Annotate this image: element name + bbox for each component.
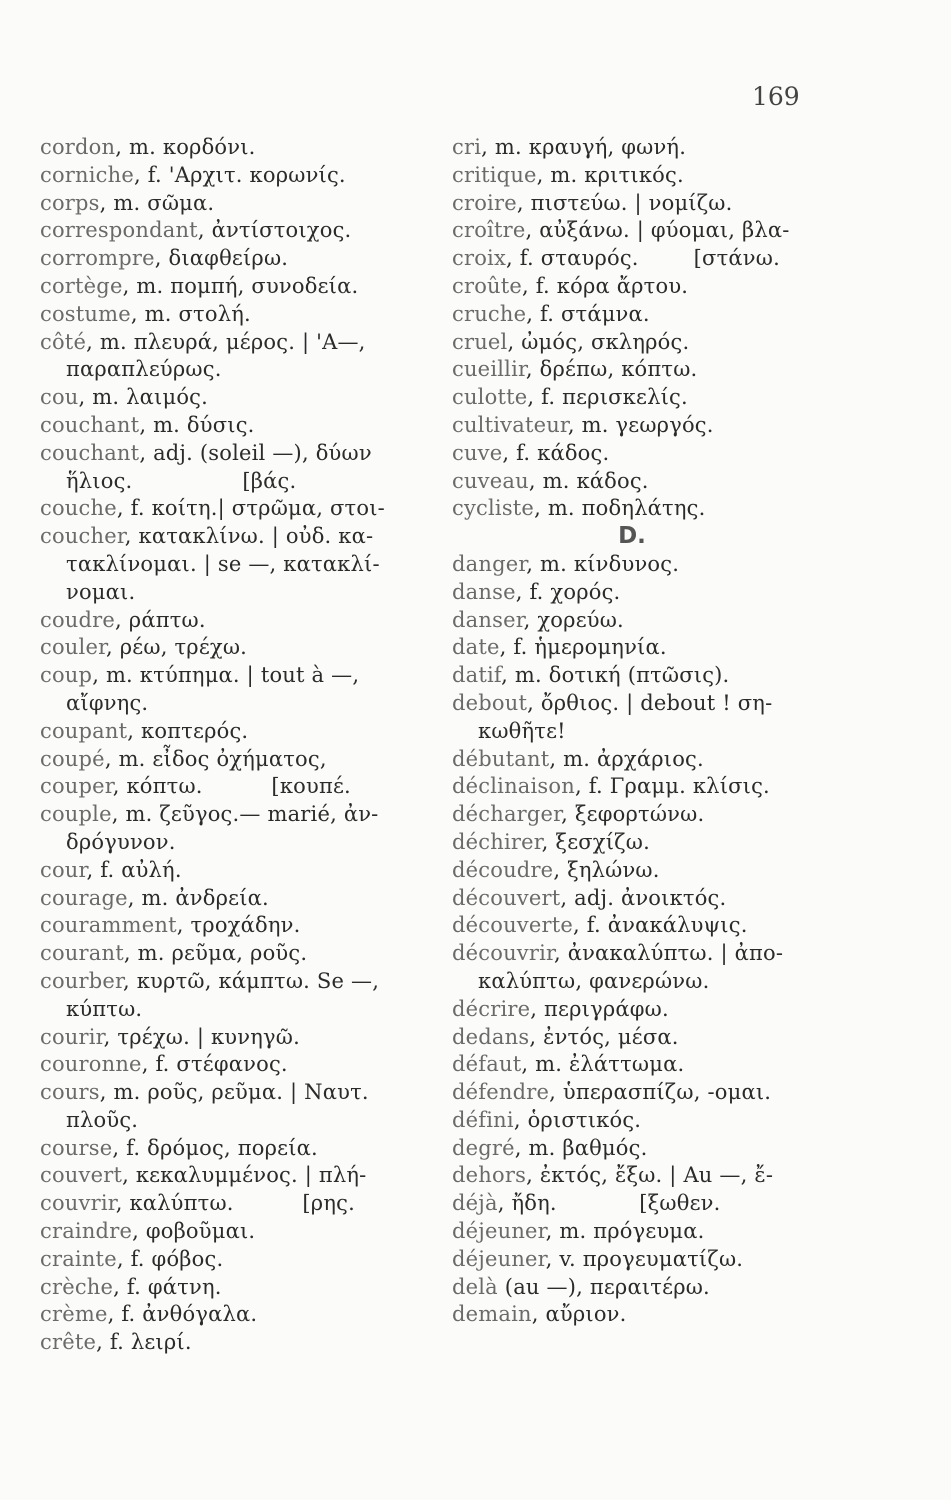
dictionary-entry bbox=[40, 885, 440, 913]
dictionary-entry bbox=[40, 1024, 440, 1052]
translation: , κόπτω. [κουπέ. bbox=[112, 774, 351, 799]
headword: coupant bbox=[40, 718, 128, 743]
headword: couple bbox=[40, 802, 112, 827]
dictionary-entry bbox=[452, 690, 832, 718]
headword: cueillir bbox=[452, 357, 526, 382]
headword: delà bbox=[452, 1274, 498, 1299]
headword: décrire bbox=[452, 996, 531, 1021]
headword: dehors bbox=[452, 1163, 527, 1188]
translation: δρόγυνον. bbox=[66, 829, 176, 854]
dictionary-entry bbox=[452, 440, 832, 468]
dictionary-entry bbox=[40, 551, 440, 579]
dictionary-entry bbox=[452, 1107, 832, 1135]
dictionary-entry bbox=[452, 996, 832, 1024]
translation: , ὠμός, σκληρός. bbox=[507, 329, 690, 354]
headword: déjà bbox=[452, 1191, 498, 1216]
translation: , ξεσχίζω. bbox=[541, 829, 650, 854]
translation: καλύπτω, φανερώνω. bbox=[478, 968, 710, 993]
dictionary-entry bbox=[452, 273, 832, 301]
dictionary-entry bbox=[40, 801, 440, 829]
dictionary-entry bbox=[40, 662, 440, 690]
dictionary-entry bbox=[40, 1079, 440, 1107]
headword: découvert bbox=[452, 885, 561, 910]
headword: courant bbox=[40, 941, 124, 966]
dictionary-entry bbox=[40, 968, 440, 996]
translation: , f. περισκελίς. bbox=[527, 385, 688, 410]
headword: découdre bbox=[452, 857, 554, 882]
dictionary-entry bbox=[452, 662, 832, 690]
dictionary-entry bbox=[40, 718, 440, 746]
translation: , τρέχω. | κυνηγῶ. bbox=[103, 1024, 300, 1049]
headword: crèche bbox=[40, 1274, 114, 1299]
headword: courage bbox=[40, 885, 128, 910]
headword: critique bbox=[452, 162, 537, 187]
translation: , ξεφορτώνω. bbox=[561, 802, 705, 827]
headword: cuveau bbox=[452, 468, 529, 493]
headword: couvert bbox=[40, 1163, 123, 1188]
translation: , f. στέφανος. bbox=[141, 1052, 288, 1077]
headword: coupé bbox=[40, 746, 105, 771]
dictionary-entry bbox=[40, 468, 440, 496]
translation: , χορεύω. bbox=[523, 607, 624, 632]
translation: , m. κορδόνι. bbox=[115, 135, 256, 159]
dictionary-entry bbox=[40, 273, 440, 301]
translation: , καλύπτω. [ρης. bbox=[115, 1191, 355, 1216]
translation: , ὄρθιος. | debout ! ση- bbox=[527, 690, 773, 715]
headword: couchant bbox=[40, 440, 140, 465]
dictionary-entry bbox=[40, 356, 440, 384]
headword: défini bbox=[452, 1107, 514, 1132]
headword: crème bbox=[40, 1302, 108, 1327]
translation: , ὁριστικός. bbox=[513, 1107, 642, 1132]
translation: , ὑπερασπίζω, -ομαι. bbox=[549, 1080, 772, 1105]
dictionary-entry bbox=[452, 551, 832, 579]
translation: , ρέω, τρέχω. bbox=[106, 635, 248, 660]
translation: (au —), περαιτέρω. bbox=[497, 1274, 710, 1299]
dictionary-entry bbox=[452, 968, 832, 996]
headword: croire bbox=[452, 190, 517, 215]
dictionary-entry bbox=[452, 718, 832, 746]
headword: course bbox=[40, 1135, 113, 1160]
translation: , m. κίνδυνος. bbox=[526, 551, 680, 576]
headword: couper bbox=[40, 774, 113, 799]
dictionary-entry bbox=[452, 940, 832, 968]
dictionary-entry bbox=[452, 301, 832, 329]
right-column bbox=[452, 134, 832, 1329]
translation: , v. προγευματίζω. bbox=[545, 1246, 744, 1271]
dictionary-entry bbox=[40, 857, 440, 885]
headword: courber bbox=[40, 968, 123, 993]
dictionary-entry bbox=[40, 1107, 440, 1135]
headword: cri bbox=[452, 135, 482, 159]
dictionary-entry bbox=[40, 162, 440, 190]
headword: cultivateur bbox=[452, 412, 568, 437]
translation: , κυρτῶ, κάμπτω. Se —, bbox=[122, 968, 380, 993]
translation: , ἐντός, μέσα. bbox=[529, 1024, 679, 1049]
headword: corniche bbox=[40, 162, 134, 187]
dictionary-entry bbox=[452, 857, 832, 885]
dictionary-entry bbox=[40, 1274, 440, 1302]
dictionary-entry bbox=[452, 495, 832, 523]
translation: , m. δύσις. bbox=[139, 412, 255, 437]
headword: corrompre bbox=[40, 246, 155, 271]
headword: corps bbox=[40, 190, 100, 215]
translation: αἴφνης. bbox=[66, 690, 149, 715]
translation: , m. βαθμός. bbox=[514, 1135, 648, 1160]
translation: , f. σταυρός. [στάνω. bbox=[506, 246, 780, 271]
translation: , f. Γραμμ. κλίσις. bbox=[574, 774, 770, 799]
headword: couvrir bbox=[40, 1191, 116, 1216]
translation: , περιγράφω. bbox=[530, 996, 669, 1021]
translation: , m. ποδηλάτης. bbox=[534, 496, 706, 521]
dictionary-entry bbox=[452, 468, 832, 496]
dictionary-entry bbox=[40, 1329, 440, 1357]
dictionary-entry bbox=[452, 885, 832, 913]
headword: debout bbox=[452, 690, 528, 715]
dictionary-entry bbox=[40, 773, 440, 801]
translation: , κεκαλυμμένος. | πλή- bbox=[122, 1163, 367, 1188]
headword: cour bbox=[40, 857, 87, 882]
dictionary-entry bbox=[40, 634, 440, 662]
dictionary-entry bbox=[40, 1135, 440, 1163]
headword: débutant bbox=[452, 746, 550, 771]
translation: πλοῦς. bbox=[66, 1107, 139, 1132]
dictionary-entry bbox=[452, 801, 832, 829]
headword: danser bbox=[452, 607, 524, 632]
headword: cruche bbox=[452, 301, 527, 326]
translation: , f. ἀνθόγαλα. bbox=[107, 1302, 258, 1327]
translation: , m. πλευρά, μέρος. | 'Α—, bbox=[86, 329, 366, 354]
translation: νομαι. bbox=[66, 579, 136, 604]
dictionary-entry bbox=[40, 1051, 440, 1079]
translation: , φοβοῦμαι. bbox=[132, 1219, 256, 1244]
translation: , m. ἀρχάριος. bbox=[549, 746, 704, 771]
headword: couronne bbox=[40, 1052, 142, 1077]
headword: datif bbox=[452, 663, 502, 688]
translation: , ξηλώνω. bbox=[553, 857, 660, 882]
dictionary-entry bbox=[40, 607, 440, 635]
dictionary-entry bbox=[40, 523, 440, 551]
headword: coup bbox=[40, 663, 93, 688]
translation: , ἀνακαλύπτω. | ἀπο- bbox=[553, 941, 784, 966]
headword: couler bbox=[40, 635, 107, 660]
dictionary-entry bbox=[452, 412, 832, 440]
dictionary-entry bbox=[40, 329, 440, 357]
dictionary-entry bbox=[452, 634, 832, 662]
translation: , m. ἐλάττωμα. bbox=[521, 1052, 685, 1077]
headword: côté bbox=[40, 329, 87, 354]
headword: danger bbox=[452, 551, 527, 576]
headword: cordon bbox=[40, 135, 116, 159]
headword: cortège bbox=[40, 273, 123, 298]
dictionary-entry bbox=[40, 190, 440, 218]
dictionary-entry bbox=[40, 829, 440, 857]
dictionary-entry bbox=[452, 1246, 832, 1274]
dictionary-entry bbox=[452, 356, 832, 384]
dictionary-entry bbox=[40, 1301, 440, 1329]
headword: déclinaison bbox=[452, 774, 575, 799]
headword: dedans bbox=[452, 1024, 530, 1049]
translation: παραπλεύρως. bbox=[66, 357, 222, 382]
headword: coucher bbox=[40, 524, 125, 549]
dictionary-entry bbox=[40, 996, 440, 1024]
translation: , m. εἶδος ὀχήματος, bbox=[104, 746, 327, 771]
headword: date bbox=[452, 635, 500, 660]
translation: , m. πρόγευμα. bbox=[545, 1219, 705, 1244]
dictionary-entry bbox=[452, 134, 832, 162]
translation: κύπτω. bbox=[66, 996, 143, 1021]
translation: , ἀντίστοιχος. bbox=[197, 218, 352, 243]
translation: , f. ἀνακάλυψις. bbox=[573, 913, 748, 938]
translation: , αὐξάνω. | φύομαι, βλα- bbox=[525, 218, 790, 243]
headword: couramment bbox=[40, 913, 177, 938]
headword: costume bbox=[40, 301, 131, 326]
translation: , f. ἡμερομηνία. bbox=[499, 635, 667, 660]
translation: , adj. ἀνοικτός. bbox=[560, 885, 727, 910]
translation: , f. φόβος. bbox=[116, 1246, 224, 1271]
dictionary-entry bbox=[452, 579, 832, 607]
dictionary-entry bbox=[452, 607, 832, 635]
dictionary-entry bbox=[452, 1301, 832, 1329]
dictionary-entry bbox=[452, 1051, 832, 1079]
dictionary-entry bbox=[40, 384, 440, 412]
dictionary-entry bbox=[40, 690, 440, 718]
headword: couchant bbox=[40, 412, 140, 437]
dictionary-entry bbox=[452, 773, 832, 801]
headword: déjeuner bbox=[452, 1246, 546, 1271]
dictionary-entry bbox=[40, 412, 440, 440]
dictionary-entry bbox=[452, 1079, 832, 1107]
headword: cours bbox=[40, 1080, 100, 1105]
dictionary-entry bbox=[40, 579, 440, 607]
headword: craindre bbox=[40, 1219, 133, 1244]
translation: ἥλιος. [βάς. bbox=[66, 468, 297, 493]
dictionary-entry bbox=[452, 1135, 832, 1163]
left-column bbox=[40, 134, 440, 1357]
translation: , f. δρόμος, πορεία. bbox=[112, 1135, 318, 1160]
translation: , m. στολή. bbox=[130, 301, 251, 326]
dictionary-entry bbox=[452, 1162, 832, 1190]
headword: déjeuner bbox=[452, 1219, 546, 1244]
dictionary-entry bbox=[452, 912, 832, 940]
translation: , f. κοίτη.| στρῶμα, στοι- bbox=[116, 496, 385, 521]
translation: , f. λειρί. bbox=[96, 1330, 192, 1355]
translation: , m. πομπή, συνοδεία. bbox=[122, 273, 359, 298]
section-letter: D. bbox=[618, 523, 646, 550]
translation: , f. φάτνη. bbox=[113, 1274, 222, 1299]
headword: crête bbox=[40, 1330, 97, 1355]
headword: danse bbox=[452, 579, 516, 604]
headword: demain bbox=[452, 1302, 532, 1327]
headword: degré bbox=[452, 1135, 515, 1160]
headword: défaut bbox=[452, 1052, 522, 1077]
headword: cruel bbox=[452, 329, 508, 354]
headword: croître bbox=[452, 218, 526, 243]
dictionary-entry bbox=[452, 245, 832, 273]
dictionary-entry bbox=[40, 440, 440, 468]
dictionary-entry bbox=[452, 329, 832, 357]
translation: , m. ροῦς, ρεῦμα. | Ναυτ. bbox=[99, 1080, 369, 1105]
headword: cou bbox=[40, 385, 79, 410]
headword: couche bbox=[40, 496, 117, 521]
dictionary-entry bbox=[452, 384, 832, 412]
dictionary-entry bbox=[452, 217, 832, 245]
dictionary-entry bbox=[452, 1274, 832, 1302]
headword: courir bbox=[40, 1024, 104, 1049]
dictionary-entry bbox=[40, 495, 440, 523]
dictionary-entry bbox=[452, 162, 832, 190]
headword: culotte bbox=[452, 385, 528, 410]
translation: , m. ρεῦμα, ροῦς. bbox=[123, 941, 308, 966]
dictionary-entry bbox=[40, 746, 440, 774]
translation: κωθῆτε! bbox=[478, 718, 566, 743]
headword: crainte bbox=[40, 1246, 117, 1271]
translation: , κατακλίνω. | οὐδ. κα- bbox=[124, 524, 374, 549]
translation: , adj. (soleil —), δύων bbox=[139, 440, 372, 465]
headword: cuve bbox=[452, 440, 503, 465]
dictionary-entry bbox=[40, 940, 440, 968]
translation: , m. κριτικός. bbox=[536, 162, 684, 187]
dictionary-entry bbox=[40, 1246, 440, 1274]
headword: correspondant bbox=[40, 218, 198, 243]
headword: coudre bbox=[40, 607, 116, 632]
translation: , ἐκτός, ἔξω. | Au —, ἔ- bbox=[526, 1163, 774, 1188]
translation: , τροχάδην. bbox=[176, 913, 301, 938]
translation: , κοπτερός. bbox=[127, 718, 249, 743]
translation: , m. κάδος. bbox=[528, 468, 649, 493]
headword: croûte bbox=[452, 273, 523, 298]
headword: découverte bbox=[452, 913, 573, 938]
headword: cycliste bbox=[452, 496, 535, 521]
headword: déchirer bbox=[452, 829, 542, 854]
dictionary-entry bbox=[40, 134, 440, 162]
translation: , f. χορός. bbox=[515, 579, 621, 604]
translation: , m. ἀνδρεία. bbox=[127, 885, 269, 910]
dictionary-entry bbox=[40, 301, 440, 329]
translation: , f. κάδος. bbox=[502, 440, 610, 465]
dictionary-entry bbox=[452, 190, 832, 218]
translation: τακλίνομαι. | se —, κατακλί- bbox=[66, 551, 380, 576]
translation: , δρέπω, κόπτω. bbox=[525, 357, 698, 382]
translation: , m. λαιμός. bbox=[78, 385, 208, 410]
dictionary-entry bbox=[40, 245, 440, 273]
dictionary-entry bbox=[452, 829, 832, 857]
headword: croix bbox=[452, 246, 507, 271]
dictionary-entry bbox=[452, 1024, 832, 1052]
dictionary-entry bbox=[40, 217, 440, 245]
translation: , m. κτύπημα. | tout à —, bbox=[92, 663, 360, 688]
translation: , m. γεωργός. bbox=[567, 412, 714, 437]
translation: , f. 'Αρχιτ. κορωνίς. bbox=[134, 162, 346, 187]
translation: , f. αὐλή. bbox=[86, 857, 182, 882]
translation: , ράπτω. bbox=[115, 607, 206, 632]
dictionary-entry bbox=[40, 1218, 440, 1246]
translation: , αὔριον. bbox=[531, 1302, 627, 1327]
dictionary-entry bbox=[40, 1190, 440, 1218]
headword: découvrir bbox=[452, 941, 554, 966]
translation: , διαφθείρω. bbox=[154, 246, 289, 271]
headword: décharger bbox=[452, 802, 562, 827]
headword: défendre bbox=[452, 1080, 550, 1105]
page-number: 169 bbox=[752, 82, 800, 111]
translation: , m. ζεῦγος.— marié, ἀν- bbox=[111, 802, 379, 827]
translation: , m. σῶμα. bbox=[99, 190, 215, 215]
dictionary-entry bbox=[452, 1190, 832, 1218]
translation: , m. κραυγή, φωνή. bbox=[481, 135, 687, 159]
translation: , f. στάμνα. bbox=[526, 301, 650, 326]
translation: , πιστεύω. | νομίζω. bbox=[516, 190, 733, 215]
dictionary-entry bbox=[452, 746, 832, 774]
dictionary-entry bbox=[452, 1218, 832, 1246]
translation: , f. κόρα ἄρτου. bbox=[522, 273, 689, 298]
dictionary-entry bbox=[40, 1162, 440, 1190]
dictionary-entry bbox=[40, 912, 440, 940]
translation: , ἤδη. [ξωθεν. bbox=[497, 1191, 721, 1216]
translation: , m. δοτική (πτῶσις). bbox=[501, 663, 730, 688]
